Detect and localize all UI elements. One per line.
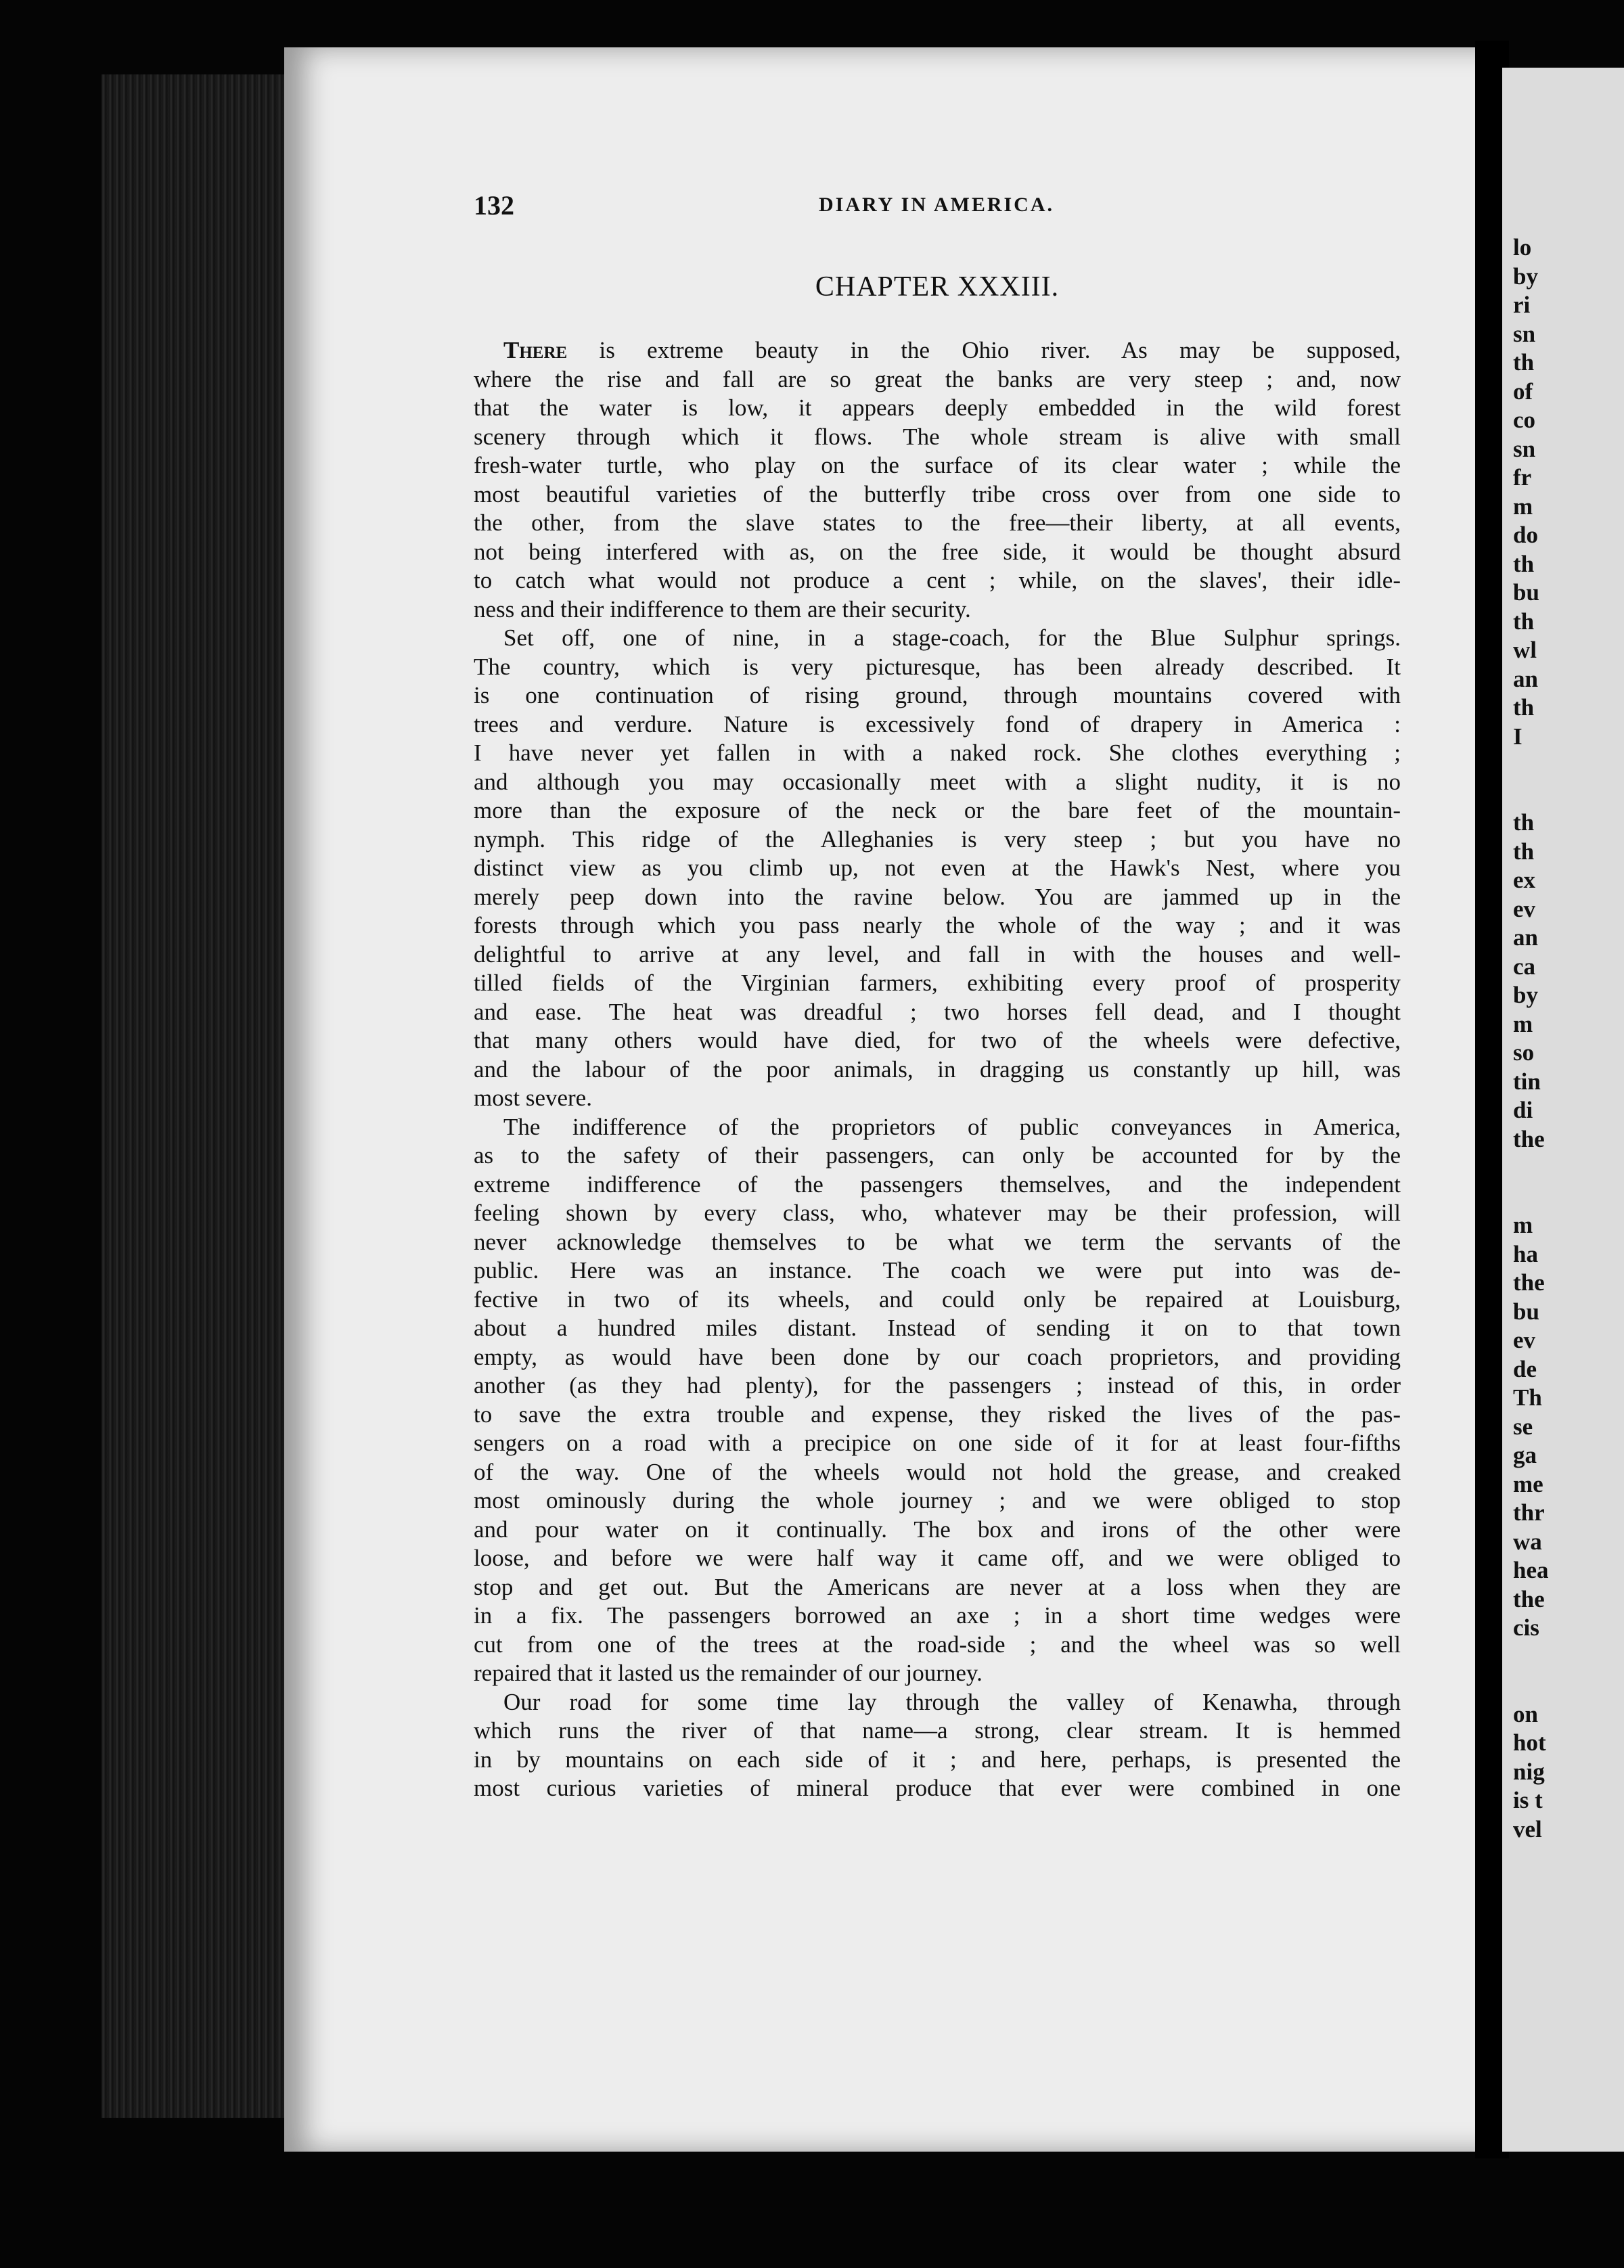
text-line: in by mountains on each side of it ; and here, perhaps, is presented the	[474, 1746, 1401, 1773]
facing-page-fragment: ev	[1513, 895, 1536, 922]
facing-page-fragment: hot	[1513, 1729, 1546, 1756]
text-line: as to the safety of their passengers, can only be accounted for by the	[474, 1142, 1401, 1169]
text-line: another (as they had plenty), for the passengers ; instead of this, in order	[474, 1372, 1401, 1399]
facing-page	[1502, 68, 1624, 2152]
facing-page-fragment: the	[1513, 1125, 1545, 1152]
facing-page-fragment: on	[1513, 1700, 1538, 1727]
paragraph	[474, 1688, 1401, 1803]
text-line: feeling shown by every class, who, whatever may be their profession, will	[474, 1200, 1401, 1226]
text-line: Our road for some time lay through the valley of Kenawha, through	[503, 1688, 1401, 1715]
text-line: delightful to arrive at any level, and fall in with the houses and well-	[474, 940, 1401, 968]
text-line: where the rise and fall are so great the banks are very steep ; and, now	[474, 365, 1401, 392]
facing-page-gap	[1513, 1643, 1549, 1700]
book-title: DIARY IN AMERICA.	[819, 194, 1055, 216]
text-line: in a fix. The passengers borrowed an axe ; in a short time wedges were	[474, 1602, 1401, 1629]
facing-page-fragment: I	[1513, 723, 1522, 750]
facing-page-fragment: m	[1513, 1212, 1533, 1238]
facing-page-fragment: th	[1513, 838, 1535, 865]
text-line: to save the extra trouble and expense, they risked the lives of the pas-	[474, 1401, 1401, 1428]
facing-page-fragment: so	[1513, 1039, 1535, 1066]
facing-page-gap	[1513, 751, 1549, 809]
text-line: that the water is low, it appears deeply embedded in the wild forest	[474, 394, 1401, 421]
text-line: There is extreme beauty in the Ohio river. As may be supposed,	[503, 337, 1401, 363]
text-line: fective in two of its wheels, and could only be repaired at Louisburg,	[474, 1286, 1401, 1313]
facing-page-fragment: do	[1513, 522, 1538, 548]
facing-page-fragment: by	[1513, 982, 1538, 1008]
text-line: The country, which is very picturesque, has been already described. It	[474, 653, 1401, 680]
chapter-body-text	[474, 336, 1401, 1803]
facing-page-fragment: an	[1513, 665, 1538, 692]
drop-word: There	[503, 337, 568, 363]
facing-page-gap	[1513, 1154, 1549, 1211]
text-line: most ominously during the whole journey ; and we were obliged to stop	[474, 1487, 1401, 1514]
facing-page-fragment: bu	[1513, 579, 1539, 606]
text-line: that many others would have died, for two of the wheels were defective,	[474, 1027, 1401, 1053]
facing-page-fragment: tin	[1513, 1068, 1541, 1095]
text-line: and ease. The heat was dreadful ; two horses fell dead, and I thought	[474, 998, 1401, 1025]
facing-page-fragment: the	[1513, 1585, 1545, 1612]
facing-page-fragment: sn	[1513, 435, 1536, 462]
text-line: to catch what would not produce a cent ; while, on the slaves', their idle-	[474, 567, 1401, 593]
text-line: Set off, one of nine, in a stage-coach, for the Blue Sulphur springs.	[503, 625, 1401, 651]
text-line: trees and verdure. Nature is excessively fond of drapery in America :	[474, 710, 1401, 738]
paragraph	[474, 336, 1401, 624]
facing-page-fragment: th	[1513, 608, 1535, 635]
facing-page-fragment: of	[1513, 378, 1533, 405]
text-line: merely peep down into the ravine below. You are jammed up in the	[474, 883, 1401, 910]
book-page-edges	[102, 74, 284, 2118]
text-line: and the labour of the poor animals, in dragging us constantly up hill, was	[474, 1056, 1401, 1083]
chapter-heading: CHAPTER XXXIII.	[815, 271, 1060, 302]
text-line: the other, from the slave states to the free—their liberty, at all events,	[474, 509, 1401, 536]
facing-page-fragment: m	[1513, 493, 1533, 520]
facing-page-text	[1513, 233, 1549, 1844]
text-line: I have never yet fallen in with a naked rock. She clothes everything ;	[474, 740, 1401, 766]
facing-page-fragment: ca	[1513, 953, 1536, 980]
text-line: empty, as would have been done by our coach proprietors, and providing	[474, 1343, 1401, 1370]
facing-page-fragment: th	[1513, 809, 1535, 836]
facing-page-fragment: th	[1513, 349, 1535, 376]
text-line: loose, and before we were half way it came off, and we were obliged to	[474, 1545, 1401, 1571]
text-line: which runs the river of that name—a strong, clear stream. It is hemmed	[474, 1717, 1401, 1744]
facing-page-fragment: co	[1513, 407, 1536, 433]
facing-page-fragment: me	[1513, 1470, 1543, 1497]
text-line: stop and get out. But the Americans are never at a loss when they are	[474, 1573, 1401, 1600]
facing-page-fragment: de	[1513, 1355, 1537, 1382]
text-line: forests through which you pass nearly the whole of the way ; and it was	[474, 912, 1401, 938]
text-line: distinct view as you climb up, not even at the Hawk's Nest, where you	[474, 855, 1401, 881]
text-line: tilled fields of the Virginian farmers, exhibiting every proof of prosperity	[474, 970, 1401, 996]
facing-page-fragment: by	[1513, 263, 1538, 290]
facing-page-fragment: sn	[1513, 320, 1536, 347]
text-line: cut from one of the trees at the road-side ; and the wheel was so well	[474, 1631, 1401, 1658]
text-line: and although you may occasionally meet with a slight nudity, it is no	[474, 768, 1401, 795]
text-line: public. Here was an instance. The coach we were put into was de-	[474, 1257, 1401, 1284]
facing-page-fragment: ha	[1513, 1240, 1538, 1267]
text-line: nymph. This ridge of the Alleghanies is very steep ; but you have no	[474, 825, 1401, 853]
facing-page-fragment: di	[1513, 1097, 1533, 1123]
text-line: and pour water on it continually. The box and irons of the other were	[474, 1516, 1401, 1543]
facing-page-fragment: ex	[1513, 867, 1536, 893]
facing-page-fragment: m	[1513, 1010, 1533, 1037]
text-line: ness and their indifference to them are their security.	[474, 595, 971, 622]
text-line: repaired that it lasted us the remainder of our journey.	[474, 1660, 983, 1686]
text-line: never acknowledge themselves to be what we term the servants of the	[474, 1228, 1401, 1255]
facing-page-fragment: lo	[1513, 234, 1532, 260]
facing-page-fragment: hea	[1513, 1557, 1549, 1583]
text-line: more than the exposure of the neck or the bare feet of the mountain-	[474, 797, 1401, 823]
facing-page-fragment: is t	[1513, 1787, 1543, 1813]
text-line: The indifference of the proprietors of public conveyances in America,	[503, 1113, 1401, 1140]
paragraph	[474, 1113, 1401, 1688]
running-head	[474, 189, 1401, 230]
facing-page-fragment: se	[1513, 1413, 1533, 1440]
facing-page-fragment: nig	[1513, 1758, 1545, 1785]
facing-page-fragment: ga	[1513, 1442, 1537, 1468]
facing-page-fragment: ri	[1513, 292, 1531, 318]
text-line: most severe.	[474, 1085, 592, 1111]
facing-page-fragment: thr	[1513, 1499, 1545, 1526]
text-line: most beautiful varieties of the butterfly tribe cross over from one side to	[474, 480, 1401, 507]
text-line: of the way. One of the wheels would not hold the grease, and creaked	[474, 1458, 1401, 1485]
facing-page-fragment: ev	[1513, 1327, 1536, 1353]
facing-page-fragment: th	[1513, 550, 1535, 577]
facing-page-fragment: vel	[1513, 1815, 1542, 1842]
facing-page-fragment: fr	[1513, 464, 1532, 491]
facing-page-fragment: an	[1513, 924, 1538, 951]
facing-page-fragment: wa	[1513, 1528, 1542, 1555]
text-line: extreme indifference of the passengers themselves, and the independent	[474, 1171, 1401, 1198]
text-line: about a hundred miles distant. Instead of sending it on to that town	[474, 1315, 1401, 1341]
page-number: 132	[474, 190, 514, 221]
facing-page-fragment: bu	[1513, 1298, 1539, 1325]
text-line: most curious varieties of mineral produce that ever were combined in one	[474, 1775, 1401, 1801]
facing-page-fragment: wl	[1513, 637, 1537, 663]
text-line: sengers on a road with a precipice on one side of it for at least four-fifths	[474, 1430, 1401, 1456]
text-line: fresh-water turtle, who play on the surface of its clear water ; while the	[474, 452, 1401, 478]
facing-page-fragment: th	[1513, 694, 1535, 721]
text-line: is one continuation of rising ground, through mountains covered with	[474, 682, 1401, 708]
facing-page-fragment: Th	[1513, 1384, 1542, 1411]
paragraph	[474, 624, 1401, 1113]
text-line: not being interfered with as, on the free side, it would be thought absurd	[474, 538, 1401, 565]
text-line: scenery through which it flows. The whole stream is alive with small	[474, 423, 1401, 450]
facing-page-fragment: cis	[1513, 1614, 1539, 1641]
facing-page-fragment: the	[1513, 1269, 1545, 1296]
